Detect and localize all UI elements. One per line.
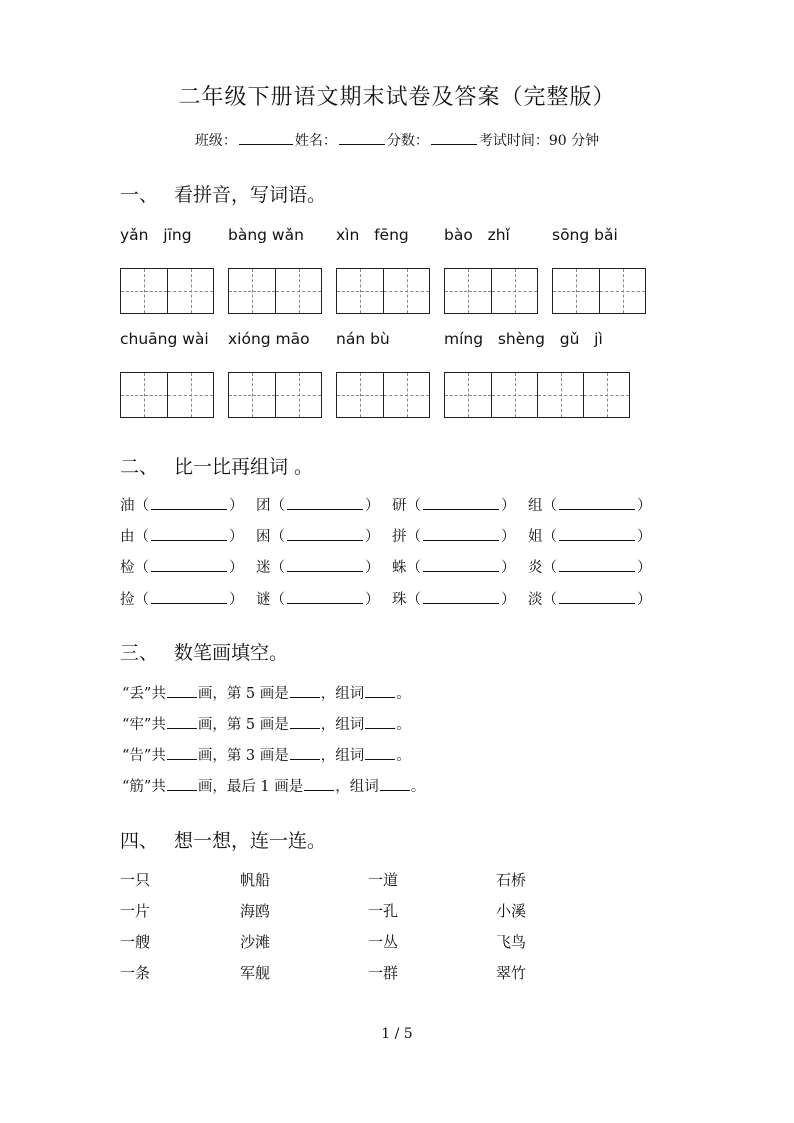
compare-char: 蛛: [392, 560, 407, 576]
compare-item: [120, 588, 244, 609]
word-blank[interactable]: [287, 497, 363, 510]
compare-item: [392, 494, 516, 515]
compare-char: 由: [120, 529, 135, 545]
pinyin-label: yǎn jīng: [120, 226, 192, 244]
stroke-count-blank[interactable]: [167, 747, 197, 760]
paren-open: （: [134, 529, 149, 545]
word-blank[interactable]: [559, 559, 635, 572]
paren-open: （: [542, 592, 557, 608]
section-1-number: 一、: [120, 184, 159, 206]
section-4-title: 想一想，连一连。: [174, 830, 327, 852]
score-label: 分数：: [386, 133, 429, 149]
writing-cell[interactable]: [167, 269, 213, 313]
writing-cell[interactable]: [275, 373, 321, 417]
writing-grid[interactable]: [552, 268, 646, 314]
section-1-title: 看拼音，写词语。: [174, 184, 327, 206]
writing-grid[interactable]: [336, 268, 430, 314]
word-blank[interactable]: [380, 778, 410, 791]
match-item[interactable]: 翠竹: [496, 964, 527, 982]
writing-cell[interactable]: [229, 269, 275, 313]
paren-close: ）: [637, 560, 652, 576]
name-blank[interactable]: [339, 132, 385, 145]
word-prompt: ，组词: [320, 686, 365, 702]
match-item[interactable]: 一道: [368, 871, 399, 889]
match-item[interactable]: 帆船: [240, 871, 271, 889]
word-blank[interactable]: [423, 497, 499, 510]
paren-close: ）: [501, 498, 516, 514]
stroke-char: “告”共: [122, 748, 166, 764]
paren-open: （: [270, 592, 285, 608]
match-item[interactable]: 海鸥: [240, 902, 271, 920]
stroke-char: “丢”共: [122, 686, 166, 702]
compare-char: 困: [256, 529, 271, 545]
paren-close: ）: [229, 592, 244, 608]
stroke-prompt: 画，最后 1 画是: [197, 779, 304, 795]
word-blank[interactable]: [423, 528, 499, 541]
word-blank[interactable]: [287, 528, 363, 541]
word-blank[interactable]: [287, 591, 363, 604]
word-blank[interactable]: [559, 528, 635, 541]
match-item[interactable]: 石桥: [496, 871, 527, 889]
section-4-heading: [120, 826, 326, 853]
paren-open: （: [406, 592, 421, 608]
word-blank[interactable]: [151, 497, 227, 510]
page-number: 1 / 5: [381, 1026, 413, 1042]
paren-open: （: [134, 560, 149, 576]
stroke-count-blank[interactable]: [167, 778, 197, 791]
paren-close: ）: [501, 592, 516, 608]
compare-item: [392, 556, 516, 577]
match-item[interactable]: 飞鸟: [496, 933, 527, 951]
section-3-heading: [120, 638, 288, 665]
stroke-name-blank[interactable]: [290, 685, 320, 698]
compare-item: [256, 525, 380, 546]
paren-close: ）: [637, 529, 652, 545]
word-blank[interactable]: [151, 591, 227, 604]
compare-char: 组: [528, 498, 543, 514]
pinyin-label: xìn fēng: [336, 226, 409, 244]
period: 。: [396, 748, 411, 764]
paren-open: （: [406, 560, 421, 576]
paren-open: （: [542, 560, 557, 576]
word-prompt: ，组词: [320, 717, 365, 733]
paren-close: ）: [365, 529, 380, 545]
writing-cell[interactable]: [583, 373, 629, 417]
compare-char: 谜: [256, 592, 271, 608]
stroke-question: [122, 713, 411, 734]
paren-close: ）: [229, 529, 244, 545]
compare-char: 姐: [528, 529, 543, 545]
writing-cell[interactable]: [275, 269, 321, 313]
paren-open: （: [134, 592, 149, 608]
compare-char: 研: [392, 498, 407, 514]
section-1-heading: [120, 180, 326, 207]
pinyin-label: xióng māo: [228, 330, 310, 348]
writing-cell[interactable]: [491, 269, 537, 313]
word-blank[interactable]: [423, 559, 499, 572]
writing-cell[interactable]: [445, 373, 491, 417]
time-label: 考试时间：90 分钟: [478, 133, 600, 149]
writing-grid[interactable]: [228, 268, 322, 314]
stroke-question: [122, 682, 411, 703]
match-item[interactable]: 一片: [120, 902, 151, 920]
writing-cell[interactable]: [229, 373, 275, 417]
score-blank[interactable]: [431, 132, 477, 145]
period: 。: [396, 717, 411, 733]
paren-open: （: [270, 498, 285, 514]
word-blank[interactable]: [559, 497, 635, 510]
match-item[interactable]: 一条: [120, 964, 151, 982]
pinyin-label: míng shèng gǔ jì: [444, 330, 603, 348]
match-item[interactable]: 小溪: [496, 902, 527, 920]
word-blank[interactable]: [365, 747, 395, 760]
section-2-title: 比一比再组词 。: [174, 456, 314, 478]
match-item[interactable]: 一艘: [120, 933, 151, 951]
word-blank[interactable]: [365, 685, 395, 698]
writing-cell[interactable]: [121, 269, 167, 313]
word-prompt: ，组词: [320, 748, 365, 764]
paren-open: （: [270, 560, 285, 576]
writing-cell[interactable]: [121, 373, 167, 417]
student-info-line: [0, 130, 794, 150]
writing-cell[interactable]: [491, 373, 537, 417]
compare-item: [256, 588, 380, 609]
paren-open: （: [542, 529, 557, 545]
stroke-count-blank[interactable]: [167, 716, 197, 729]
match-item[interactable]: 军舰: [240, 964, 271, 982]
stroke-prompt: 画，第 3 画是: [197, 748, 289, 764]
pinyin-label: sōng bǎi: [552, 226, 618, 244]
writing-cell[interactable]: [167, 373, 213, 417]
pinyin-label: bào zhǐ: [444, 226, 510, 244]
paren-open: （: [542, 498, 557, 514]
section-4-number: 四、: [120, 830, 159, 852]
writing-cell[interactable]: [337, 373, 383, 417]
paren-close: ）: [501, 529, 516, 545]
paren-close: ）: [637, 592, 652, 608]
compare-item: [392, 588, 516, 609]
class-blank[interactable]: [239, 132, 293, 145]
paren-close: ）: [501, 560, 516, 576]
compare-char: 迷: [256, 560, 271, 576]
writing-grid[interactable]: [228, 372, 322, 418]
writing-cell[interactable]: [445, 269, 491, 313]
writing-cell[interactable]: [537, 373, 583, 417]
compare-item: [528, 494, 652, 515]
page-title: 二年级下册语文期末试卷及答案（完整版）: [178, 85, 616, 110]
section-3-title: 数笔画填空。: [174, 642, 289, 664]
paren-close: ）: [365, 498, 380, 514]
compare-item: [528, 525, 652, 546]
section-3-number: 三、: [120, 642, 159, 664]
stroke-question: [122, 744, 411, 765]
class-label: 班级：: [194, 133, 237, 149]
writing-grid[interactable]: [336, 372, 430, 418]
period: 。: [410, 779, 426, 795]
compare-char: 珠: [392, 592, 407, 608]
paren-open: （: [406, 498, 421, 514]
stroke-char: “牢”共: [122, 717, 166, 733]
stroke-name-blank[interactable]: [290, 747, 320, 760]
writing-cell[interactable]: [553, 269, 599, 313]
word-blank[interactable]: [151, 559, 227, 572]
paren-close: ）: [637, 498, 652, 514]
word-blank[interactable]: [559, 591, 635, 604]
compare-item: [256, 556, 380, 577]
match-item[interactable]: 一孔: [368, 902, 399, 920]
stroke-name-blank[interactable]: [304, 778, 334, 791]
paren-close: ）: [229, 560, 244, 576]
paren-close: ）: [365, 592, 380, 608]
stroke-name-blank[interactable]: [290, 716, 320, 729]
match-item[interactable]: 沙滩: [240, 933, 271, 951]
paren-open: （: [406, 529, 421, 545]
compare-item: [120, 525, 244, 546]
stroke-prompt: 画，第 5 画是: [197, 686, 289, 702]
word-blank[interactable]: [423, 591, 499, 604]
period: 。: [396, 686, 411, 702]
compare-char: 检: [120, 560, 135, 576]
compare-item: [392, 525, 516, 546]
paren-open: （: [134, 498, 149, 514]
compare-item: [120, 494, 244, 515]
match-item[interactable]: 一只: [120, 871, 151, 889]
stroke-count-blank[interactable]: [167, 685, 197, 698]
compare-item: [528, 556, 652, 577]
stroke-char: “筋”共: [122, 779, 166, 795]
writing-cell[interactable]: [383, 269, 429, 313]
word-blank[interactable]: [365, 716, 395, 729]
writing-cell[interactable]: [599, 269, 645, 313]
match-item[interactable]: 一丛: [368, 933, 399, 951]
compare-char: 炎: [528, 560, 543, 576]
writing-grid[interactable]: [444, 268, 538, 314]
word-blank[interactable]: [151, 528, 227, 541]
compare-char: 捡: [120, 592, 135, 608]
pinyin-label: chuāng wài: [120, 330, 209, 348]
compare-item: [256, 494, 380, 515]
writing-grid[interactable]: [444, 372, 630, 418]
writing-cell[interactable]: [337, 269, 383, 313]
word-prompt: ，组词: [335, 779, 379, 795]
section-2-number: 二、: [120, 456, 159, 478]
paren-close: ）: [365, 560, 380, 576]
paren-close: ）: [229, 498, 244, 514]
pinyin-label: nán bù: [336, 330, 390, 348]
writing-grid[interactable]: [120, 372, 214, 418]
word-blank[interactable]: [287, 559, 363, 572]
compare-char: 拼: [392, 529, 407, 545]
compare-char: 油: [120, 498, 135, 514]
writing-grid[interactable]: [120, 268, 214, 314]
section-2-heading: [120, 452, 313, 479]
name-label: 姓名：: [294, 133, 337, 149]
compare-char: 淡: [528, 592, 543, 608]
stroke-prompt: 画，第 5 画是: [197, 717, 289, 733]
match-item[interactable]: 一群: [368, 964, 399, 982]
writing-cell[interactable]: [383, 373, 429, 417]
compare-char: 团: [256, 498, 271, 514]
stroke-question: [122, 775, 425, 796]
compare-item: [120, 556, 244, 577]
pinyin-label: bàng wǎn: [228, 226, 304, 244]
compare-item: [528, 588, 652, 609]
paren-open: （: [270, 529, 285, 545]
